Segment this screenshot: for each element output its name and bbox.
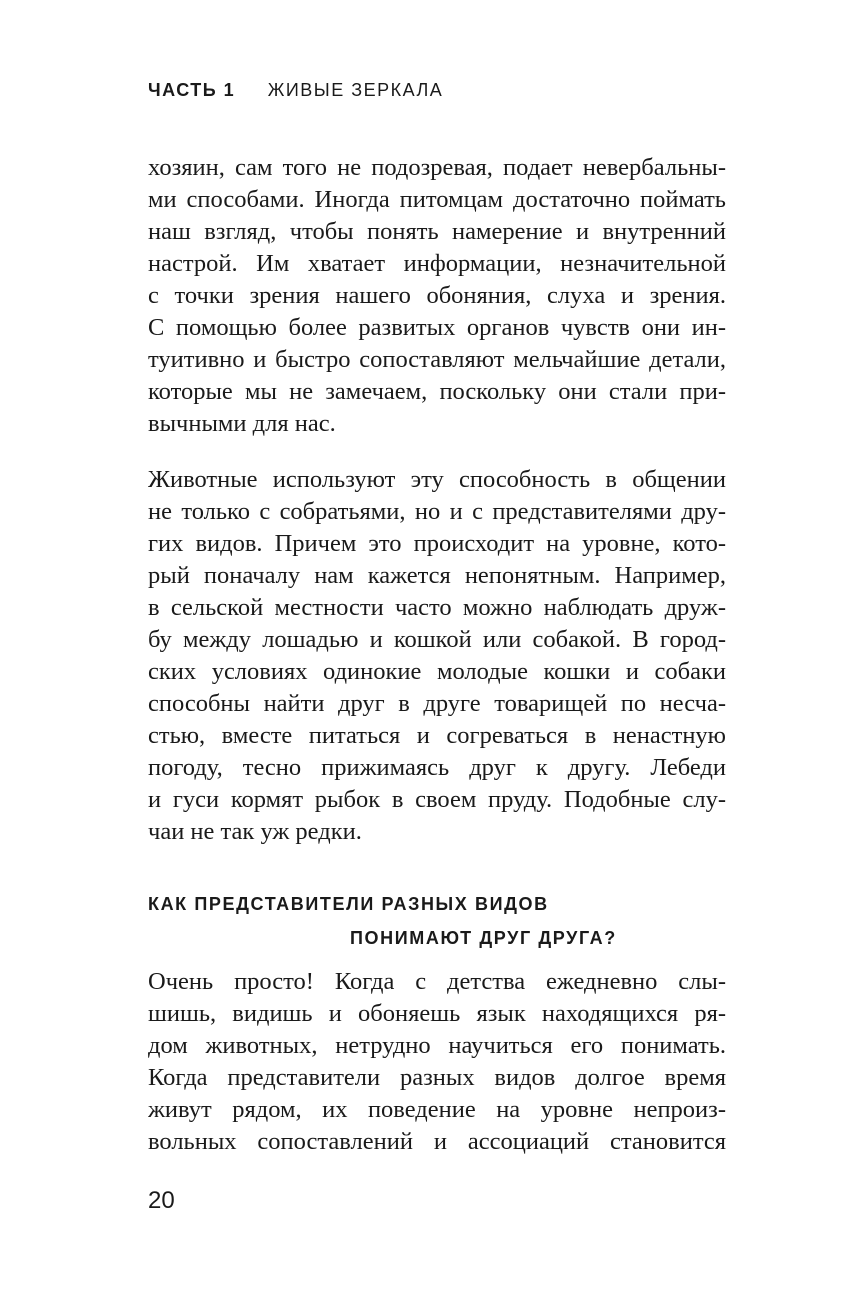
- text-line: рый поначалу нам кажется непонятным. Например,: [148, 562, 726, 589]
- text-line: с точки зрения нашего обоняния, слуха и зрения.: [148, 282, 726, 309]
- section-heading-line-2: ПОНИМАЮТ ДРУГ ДРУГА?: [350, 928, 617, 948]
- page-number: 20: [148, 1187, 175, 1214]
- text-line: туитивно и быстро сопоставляют мельчайшие детали,: [148, 346, 726, 373]
- text-line: Когда представители разных видов долгое время: [148, 1064, 726, 1091]
- text-line: Очень просто! Когда с детства ежедневно слы-: [148, 968, 726, 995]
- text-line: гих видов. Причем это происходит на уровне, кото-: [148, 530, 726, 557]
- text-line: стью, вместе питаться и согреваться в ненастную: [148, 722, 726, 749]
- running-header: [148, 78, 443, 102]
- text-line: вычными для нас.: [148, 410, 336, 437]
- text-line: не только с собратьями, но и с представителями дру-: [148, 498, 726, 525]
- section-heading-line-1: КАК ПРЕДСТАВИТЕЛИ РАЗНЫХ ВИДОВ: [148, 894, 549, 914]
- text-line: дом животных, нетрудно научиться его понимать.: [148, 1032, 726, 1059]
- text-line: настрой. Им хватает информации, незначительной: [148, 250, 726, 277]
- text-line: ских условиях одинокие молодые кошки и собаки: [148, 658, 726, 685]
- text-line: С помощью более развитых органов чувств они ин-: [148, 314, 726, 341]
- text-line: живут рядом, их поведение на уровне непроиз-: [148, 1096, 726, 1123]
- text-line: которые мы не замечаем, поскольку они стали при-: [148, 378, 726, 405]
- text-line: вольных сопоставлений и ассоциаций становится: [148, 1128, 726, 1155]
- part-title: ЖИВЫЕ ЗЕРКАЛА: [267, 80, 444, 100]
- text-line: способны найти друг в друге товарищей по несча-: [148, 690, 726, 717]
- text-line: Животные используют эту способность в общении: [148, 466, 726, 493]
- part-label: ЧАСТЬ 1: [148, 80, 236, 100]
- text-line: бу между лошадью и кошкой или собакой. В город-: [148, 626, 726, 653]
- text-line: хозяин, сам того не подозревая, подает невербальны-: [148, 154, 726, 181]
- text-line: ми способами. Иногда питомцам достаточно поймать: [148, 186, 726, 213]
- text-line: и гуси кормят рыбок в своем пруду. Подобные слу-: [148, 786, 726, 813]
- text-line: шишь, видишь и обоняешь язык находящихся ря-: [148, 1000, 726, 1027]
- text-line: погоду, тесно прижимаясь друг к другу. Лебеди: [148, 754, 726, 781]
- text-line: чаи не так уж редки.: [148, 818, 362, 845]
- text-line: наш взгляд, чтобы понять намерение и внутренний: [148, 218, 726, 245]
- text-line: в сельской местности часто можно наблюдать друж-: [148, 594, 726, 621]
